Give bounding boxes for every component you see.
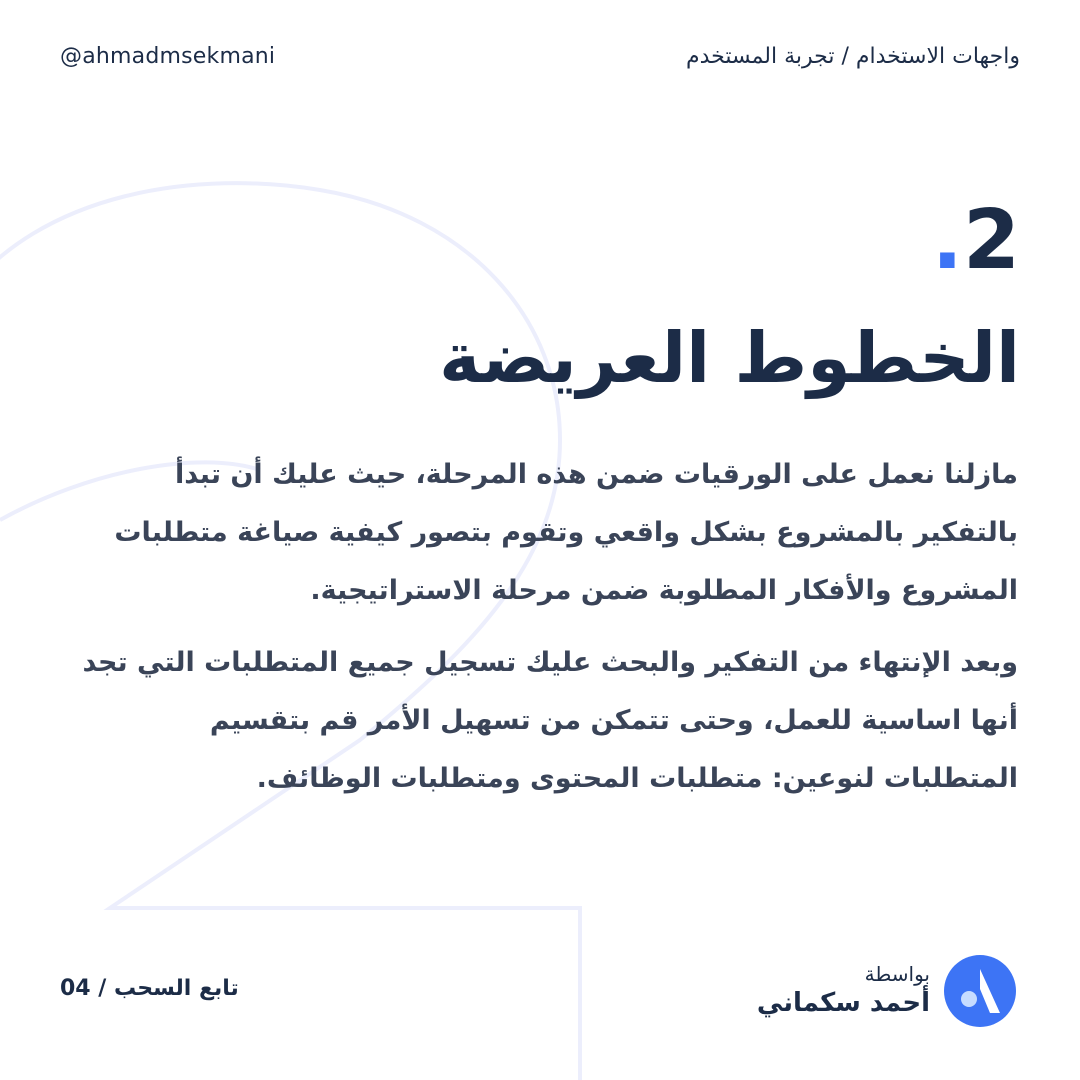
author-name: أحمد سكماني	[756, 988, 930, 1019]
paragraph-1: مازلنا نعمل على الورقيات ضمن هذه المرحلة، حيث عليك أن تبدأ بالتفكير بالمشروع بشكل واقعي وتقوم بتصور كيفية صياغة متطلبات المشروع والأفكار المطلوبة ضمن مرحلة الاستراتيجية.	[114, 459, 1018, 606]
section-number	[931, 193, 1020, 288]
paragraph-2: وبعد الإنتهاء من التفكير والبحث عليك تسجيل جميع المتطلبات التي تجد أنها اساسية للعمل، وحتى تتمكن من تسهيل الأمر قم بتقسيم المتطلبات لنوعين: متطلبات المحتوى ومتطلبات الوظائف.	[82, 647, 1018, 794]
body-text	[68, 446, 1018, 822]
page-title: الخطوط العريضة	[439, 317, 1020, 399]
by-label: بواسطة	[864, 962, 930, 987]
author-logo-icon	[944, 955, 1016, 1027]
author-text	[757, 961, 930, 1021]
breadcrumb: واجهات الاستخدام / تجربة المستخدم	[685, 44, 1020, 69]
swipe-page-indicator: تابع السحب / 04	[60, 976, 239, 1001]
section-number-dot: .	[931, 193, 963, 288]
author-handle: @ahmadmsekmani	[60, 44, 276, 69]
author-badge	[757, 955, 1016, 1027]
section-number-value: 2	[962, 193, 1020, 288]
